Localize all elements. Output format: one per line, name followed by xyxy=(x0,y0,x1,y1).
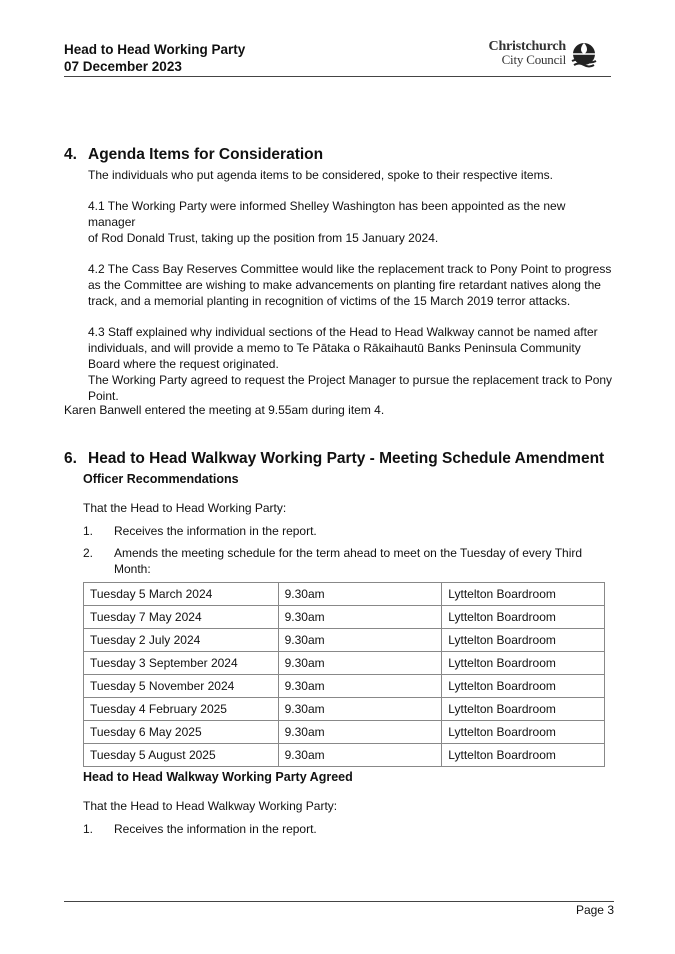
agreed-heading: Head to Head Walkway Working Party Agreed xyxy=(83,770,353,784)
schedule-date-cell: Tuesday 4 February 2025 xyxy=(84,698,279,721)
attendance-note: Karen Banwell entered the meeting at 9.55am during item 4. xyxy=(64,403,385,417)
schedule-time-cell: 9.30am xyxy=(278,721,442,744)
section-4-number: 4. xyxy=(64,146,77,163)
list-text: Receives the information in the report. xyxy=(114,822,317,836)
schedule-time-cell: 9.30am xyxy=(278,606,442,629)
schedule-time-cell: 9.30am xyxy=(278,583,442,606)
schedule-date-cell: Tuesday 7 May 2024 xyxy=(84,606,279,629)
item-4-1-line: of Rod Donald Trust, taking up the position from 15 January 2024. xyxy=(88,231,439,245)
header-title: Head to Head Working Party xyxy=(64,42,246,57)
schedule-venue-cell: Lyttelton Boardroom xyxy=(442,629,605,652)
list-text-line: Amends the meeting schedule for the term ahead to meet on the Tuesday of every Third xyxy=(114,546,583,560)
item-4-3-line: Point. xyxy=(88,389,119,403)
schedule-time-cell: 9.30am xyxy=(278,652,442,675)
schedule-time-cell: 9.30am xyxy=(278,675,442,698)
schedule-venue-cell: Lyttelton Boardroom xyxy=(442,606,605,629)
item-4-3 xyxy=(88,324,613,404)
schedule-time-cell: 9.30am xyxy=(278,629,442,652)
list-text-line: Month: xyxy=(114,562,151,576)
officer-intro: That the Head to Head Working Party: xyxy=(83,501,287,515)
section-4-intro: The individuals who put agenda items to be considered, spoke to their respective items. xyxy=(88,168,553,182)
christchurch-city-council-logo-icon xyxy=(570,41,598,69)
schedule-venue-cell: Lyttelton Boardroom xyxy=(442,675,605,698)
schedule-date-cell: Tuesday 5 March 2024 xyxy=(84,583,279,606)
table-row xyxy=(84,698,605,721)
table-row xyxy=(84,606,605,629)
item-4-3-line: The Working Party agreed to request the Project Manager to pursue the replacement track to Pony xyxy=(88,373,613,387)
table-row xyxy=(84,675,605,698)
list-number: 1. xyxy=(83,822,94,836)
section-4-body xyxy=(88,167,613,404)
table-row xyxy=(84,629,605,652)
officer-recommendations-heading: Officer Recommendations xyxy=(83,472,239,486)
item-4-2-line: as the Committee are wishing to make advancements on planting fire retardant natives along the xyxy=(88,278,601,292)
schedule-date-cell: Tuesday 5 November 2024 xyxy=(84,675,279,698)
agreed-intro: That the Head to Head Walkway Working Party: xyxy=(83,799,338,813)
item-4-2-line: track, and a memorial planting in recognition of victims of the 15 March 2019 terror attacks. xyxy=(88,294,571,308)
section-6-title: Head to Head Walkway Working Party - Meeting Schedule Amendment xyxy=(88,450,605,467)
schedule-date-cell: Tuesday 3 September 2024 xyxy=(84,652,279,675)
schedule-date-cell: Tuesday 5 August 2025 xyxy=(84,744,279,767)
section-6-heading xyxy=(64,449,624,468)
list-text xyxy=(114,545,604,577)
officer-list-item xyxy=(83,523,608,539)
footer-divider xyxy=(64,901,614,902)
list-number: 1. xyxy=(83,524,94,538)
agreed-list-item xyxy=(83,821,608,837)
item-4-3-line: individuals, and will provide a memo to Te Pātaka o Rākaihautū Banks Peninsula Community xyxy=(88,341,581,355)
schedule-venue-cell: Lyttelton Boardroom xyxy=(442,652,605,675)
table-row xyxy=(84,652,605,675)
logo-line-1: Christchurch xyxy=(488,39,566,54)
header-date: 07 December 2023 xyxy=(64,59,182,74)
schedule-time-cell: 9.30am xyxy=(278,744,442,767)
council-logo xyxy=(482,40,600,70)
table-row xyxy=(84,721,605,744)
table-row xyxy=(84,583,605,606)
document-header xyxy=(64,41,245,75)
item-4-2-line: 4.2 The Cass Bay Reserves Committee would like the replacement track to Pony Point to progress xyxy=(88,262,612,276)
item-4-1 xyxy=(88,198,613,246)
list-number: 2. xyxy=(83,546,94,560)
section-6-number: 6. xyxy=(64,450,77,467)
schedule-time-cell: 9.30am xyxy=(278,698,442,721)
officer-list-item xyxy=(83,545,608,577)
item-4-3-line: 4.3 Staff explained why individual sections of the Head to Head Walkway cannot be named after xyxy=(88,325,598,339)
section-4-title: Agenda Items for Consideration xyxy=(88,146,324,163)
schedule-venue-cell: Lyttelton Boardroom xyxy=(442,698,605,721)
list-text: Receives the information in the report. xyxy=(114,524,317,538)
page-number: Page 3 xyxy=(575,903,614,917)
meeting-schedule-table xyxy=(83,582,605,767)
header-divider xyxy=(64,76,611,77)
schedule-venue-cell: Lyttelton Boardroom xyxy=(442,583,605,606)
table-row xyxy=(84,744,605,767)
item-4-1-line: 4.1 The Working Party were informed Shelley Washington has been appointed as the new manager xyxy=(88,199,566,229)
item-4-3-line: Board where the request originated. xyxy=(88,357,279,371)
schedule-venue-cell: Lyttelton Boardroom xyxy=(442,744,605,767)
item-4-2 xyxy=(88,261,613,309)
schedule-date-cell: Tuesday 2 July 2024 xyxy=(84,629,279,652)
section-4-heading xyxy=(64,145,624,164)
logo-line-2: City Council xyxy=(501,52,566,67)
schedule-date-cell: Tuesday 6 May 2025 xyxy=(84,721,279,744)
schedule-venue-cell: Lyttelton Boardroom xyxy=(442,721,605,744)
